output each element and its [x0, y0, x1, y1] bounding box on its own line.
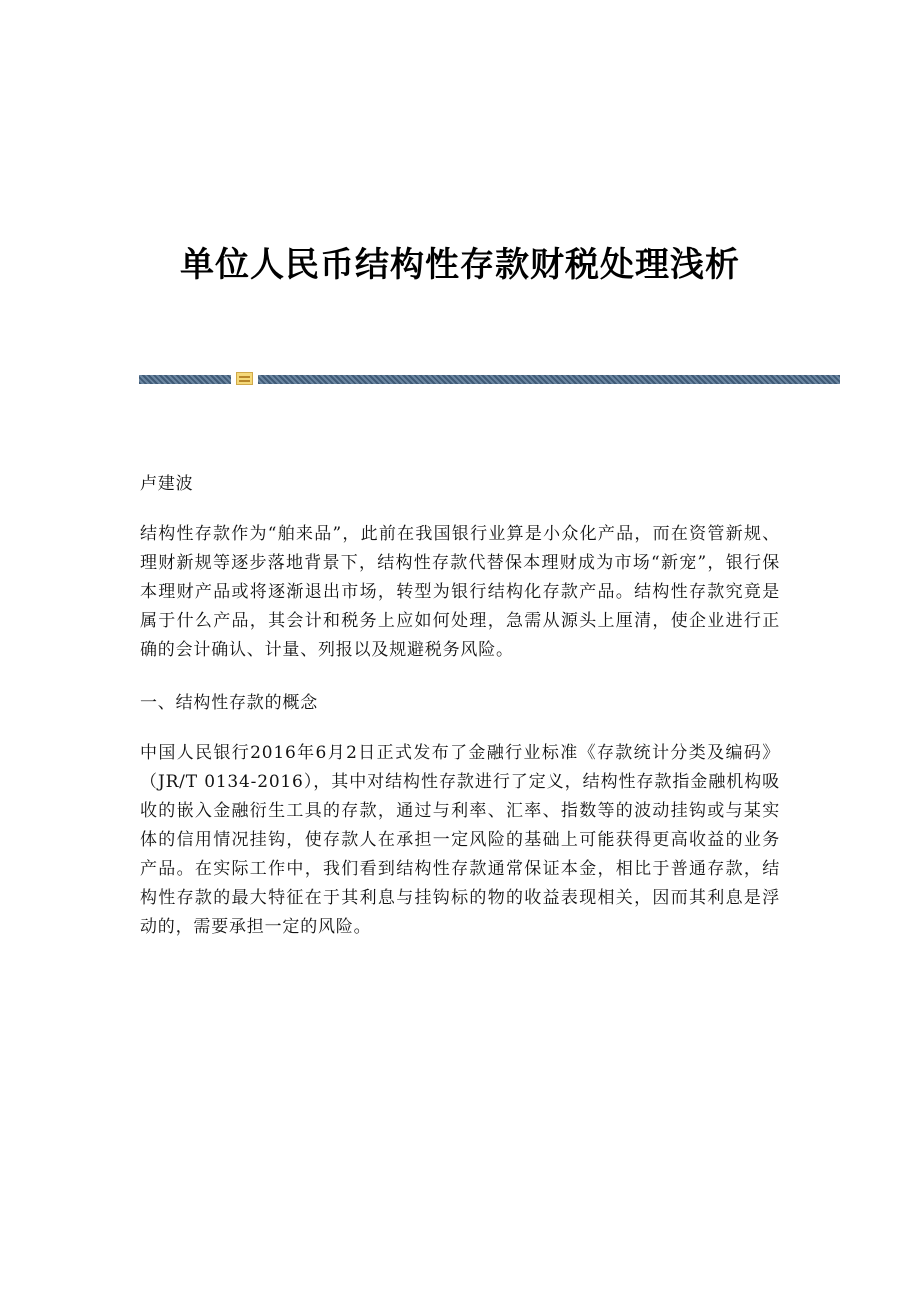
section-paragraph: 中国人民银行2016年6月2日正式发布了金融行业标准《存款统计分类及编码》（JR/T 0134-2016），其中对结构性存款进行了定义，结构性存款指金融机构吸收的嵌入金融衍生工具的存款，通过与利率、汇率、指数等的波动挂钩或与某实体的信用情况挂钩，使存款人在承担一定风险的基础上可能获得更高收益的业务产品。在实际工作中，我们看到结构性存款通常保证本金，相比于普通存款，结构性存款的最大特征在于其利息与挂钩标的物的收益表现相关，因而其利息是浮动的，需要承担一定的风险。 — [140, 743, 780, 937]
document-icon — [236, 372, 253, 385]
document-body — [140, 470, 780, 966]
document-title: 单位人民币结构性存款财税处理浅析 — [180, 244, 740, 285]
title-divider-right — [258, 375, 840, 384]
section-heading: 一、结构性存款的概念 — [140, 693, 318, 713]
author-name: 卢建波 — [140, 474, 194, 494]
title-divider-left — [139, 375, 231, 384]
intro-paragraph: 结构性存款作为“舶来品”，此前在我国银行业算是小众化产品，而在资管新规、理财新规等逐步落地背景下，结构性存款代替保本理财成为市场“新宠”，银行保本理财产品或将逐渐退出市场，转型为银行结构化存款产品。结构性存款究竟是属于什么产品，其会计和税务上应如何处理，急需从源头上厘清，使企业进行正确的会计确认、计量、列报以及规避税务风险。 — [140, 524, 780, 660]
